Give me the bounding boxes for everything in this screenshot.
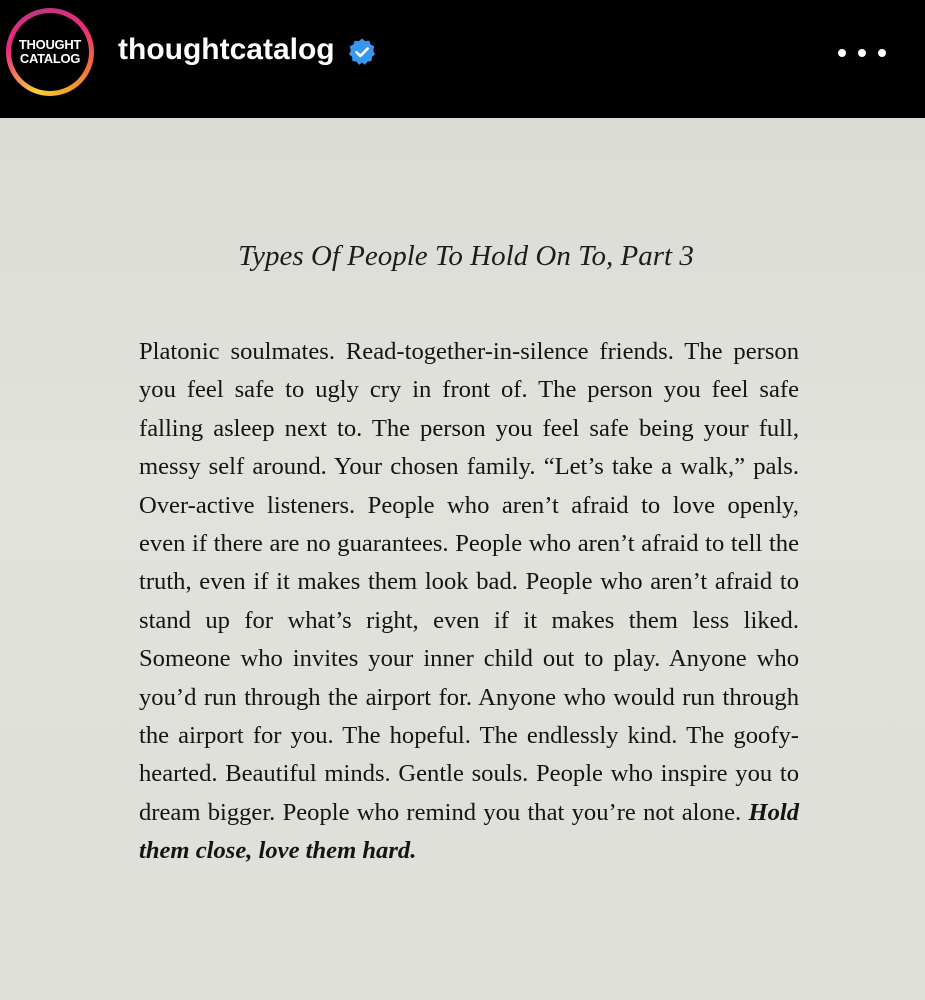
- avatar[interactable]: [6, 8, 94, 96]
- post-image[interactable]: [0, 118, 925, 1000]
- post-header: [0, 0, 925, 118]
- page-title: Types Of People To Hold On To, Part 3: [238, 240, 694, 272]
- more-horizontal-icon-dot: [858, 49, 866, 57]
- more-horizontal-icon-dot: [878, 49, 886, 57]
- body-paragraph: Platonic soulmates. Read-together-in-silence friends. The person you feel safe to ugly cry in front of. The person you feel safe falling asleep next to. The person you feel safe being your full, messy self around. Your chosen family. “Let’s take a walk,” pals. Over-active listeners. People who aren’t afraid to love openly, even if there are no guarantees. People who aren’t afraid to tell the truth, even if it makes them look bad. People who aren’t afraid to stand up for what’s right, even if it makes them less liked. Someone who invites your inner child out to play. Anyone who you’d run through the airport for. Anyone who would run through the airport for you. The hopeful. The endlessly kind. The goofy-hearted. Beautiful minds. Gentle souls. People who inspire you to dream bigger. People who remind you that you’re not alone.: [139, 338, 799, 826]
- username-link[interactable]: thoughtcatalog: [118, 33, 335, 66]
- closing-line: Hold them close, love them hard.: [139, 798, 799, 865]
- avatar-logo-line-2: CATALOG: [19, 51, 81, 66]
- more-horizontal-icon: [838, 49, 846, 57]
- body-text: [139, 333, 799, 871]
- avatar-logo: [11, 13, 89, 91]
- verified-badge-icon: [347, 37, 377, 67]
- avatar-logo-line-1: THOUGHT: [18, 37, 82, 52]
- more-options-button[interactable]: [838, 38, 886, 68]
